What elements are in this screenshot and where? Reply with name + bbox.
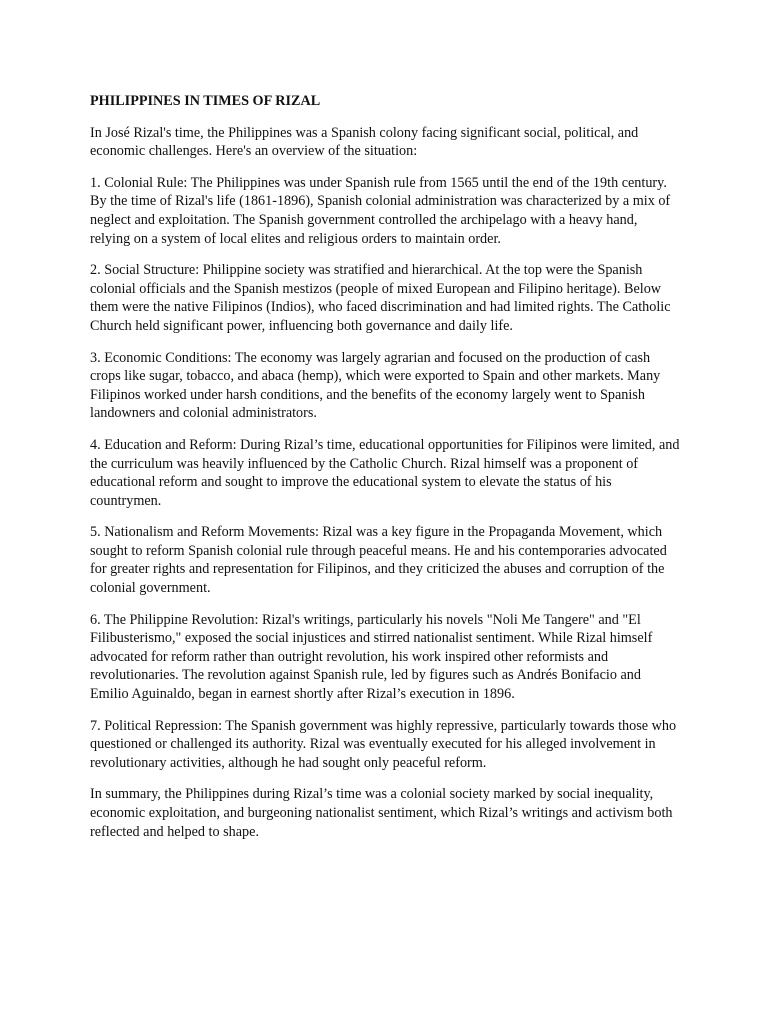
summary-paragraph: In summary, the Philippines during Rizal’s time was a colonial society marked by social inequality, economic exploitation, and burgeoning nationalist sentiment, which Rizal’s writings and activism both reflected and helped to shape. [90,786,673,840]
paragraph-philippine-revolution: 6. The Philippine Revolution: Rizal's writings, particularly his novels "Noli Me Tangere" and "El Filibusterismo," exposed the social injustices and stirred nationalist sentiment. While Rizal himself advocated for reform rather than outright revolution, his work inspired other reformists and revolutionaries. The revolution against Spanish rule, led by figures such as Andrés Bonifacio and Emilio Aguinaldo, began in earnest shortly after Rizal’s execution in 1896. [90,611,653,703]
paragraph-colonial-rule: 1. Colonial Rule: The Philippines was under Spanish rule from 1565 until the end of the 19th century. By the time of Rizal's life (1861-1896), Spanish colonial administration was characterized by a mix of neglect and exploitation. The Spanish government controlled the archipelago with a heavy hand, relying on a system of local elites and religious orders to maintain order. [90,174,671,247]
paragraph-political-repression: 7. Political Repression: The Spanish government was highly repressive, particularly towards those who questioned or challenged its authority. Rizal was eventually executed for his alleged involvement in revolutionary activities, although he had sought only peaceful reform. [90,717,677,771]
document-title: PHILIPPINES IN TIMES OF RIZAL [90,93,321,109]
paragraph-social-structure: 2. Social Structure: Philippine society was stratified and hierarchical. At the top were the Spanish colonial officials and the Spanish mestizos (people of mixed European and Filipino heritage). Below them were the native Filipinos (Indios), who faced discrimination and had limited rights. The Catholic Church held significant power, influencing both governance and daily life. [90,262,671,334]
document-page [90,92,680,854]
intro-paragraph: In José Rizal's time, the Philippines was a Spanish colony facing significant social, political, and economic challenges. Here's an overview of the situation: [90,124,639,160]
paragraph-education-reform: 4. Education and Reform: During Rizal’s time, educational opportunities for Filipinos were limited, and the curriculum was heavily influenced by the Catholic Church. Rizal himself was a proponent of educational reform and sought to improve the educational system to elevate the status of his countrymen. [90,436,680,509]
paragraph-economic-conditions: 3. Economic Conditions: The economy was largely agrarian and focused on the production of cash crops like sugar, tobacco, and abaca (hemp), which were exported to Spain and other markets. Many Filipinos worked under harsh conditions, and the benefits of the economy largely went to Spanish landowners and colonial administrators. [90,349,661,422]
paragraph-nationalism-reform: 5. Nationalism and Reform Movements: Rizal was a key figure in the Propaganda Movement, which sought to reform Spanish colonial rule through peaceful means. He and his contemporaries advocated for greater rights and representation for Filipinos, and they criticized the abuses and corruption of the colonial government. [90,524,667,597]
